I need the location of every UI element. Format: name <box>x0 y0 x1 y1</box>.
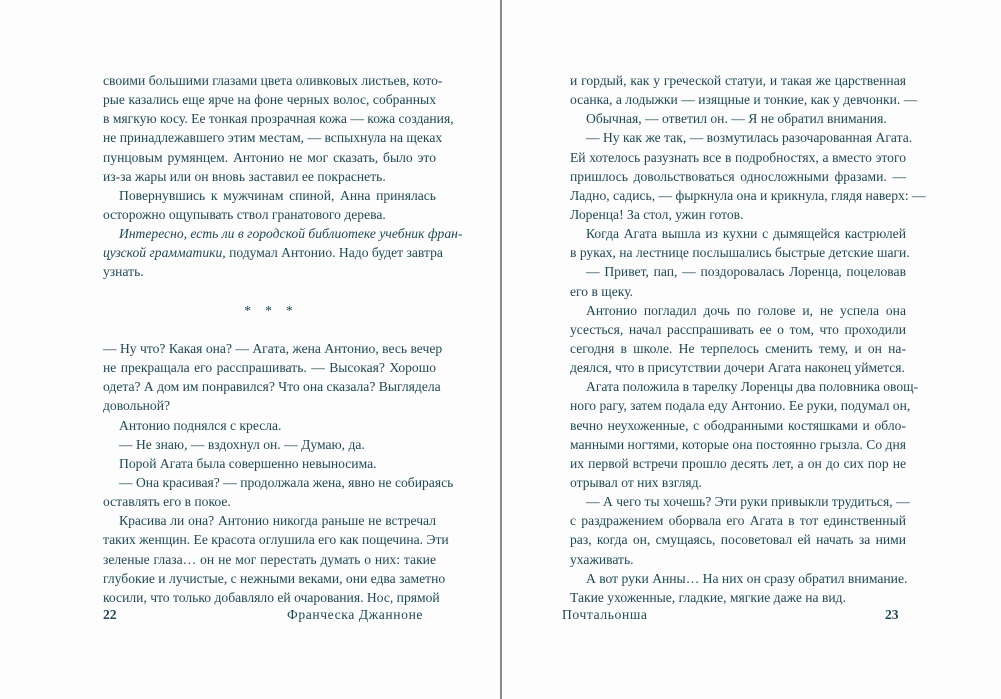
text-line: из-за жары или он вновь заставил ее покраснеть. <box>103 168 386 184</box>
text-line: не принадлежавшего этим местам, — вспыхнула на щеках <box>103 130 443 146</box>
text-line: с раздражением оборвала его Агата в тот единственный <box>570 513 906 529</box>
running-head-author: Франческа Джанноне <box>287 607 424 622</box>
text-line: довольной? <box>103 398 171 414</box>
text-line: Такие ухоженные, гладкие, мягкие даже на вид. <box>570 589 846 605</box>
text-line: узнать. <box>103 264 144 280</box>
spacer <box>103 320 436 339</box>
running-head-title: Почтальонша <box>562 607 648 622</box>
text-line: осанка, а лодыжки — изящные и тонкие, как у девчонки. — <box>570 92 918 108</box>
left-page <box>0 0 500 699</box>
text-line: оставлять его в покое. <box>103 494 231 510</box>
text-line: Порой Агата была совершенно невыносима. <box>119 455 377 471</box>
text-line: пунцовым румянцем. Антонио не мог сказать, было это <box>103 149 436 165</box>
text-line: его в щеку. <box>570 283 634 299</box>
text-line: манными ногтями, которые она постоянно грызла. Со дня <box>570 436 906 452</box>
text-line: Когда Агата вышла из кухни с дымящейся кастрюлей <box>586 226 906 242</box>
text-line: сегодня в школе. Не терпелось сменить тему, и он на- <box>570 340 906 356</box>
asterisk: * <box>244 302 254 318</box>
text-line: — Не знаю, — вздохнул он. — Думаю, да. <box>119 436 365 452</box>
text-line: — Она красивая? — продолжала жена, явно не собираясь <box>119 474 454 490</box>
text-line: Обычная, — ответил он. — Я не обратил внимания. <box>586 111 887 127</box>
text-line: не прекращала его расспрашивать. — Высокая? Хорошо <box>103 360 436 376</box>
text-line: одета? А дом им понравился? Что она сказала? Выглядела <box>103 379 441 395</box>
text-line: деялся, что в присутствии дочери Агата наконец уймется. <box>570 360 905 376</box>
text-line: пришлось довольствоваться односложными фразами. — <box>570 168 906 184</box>
text-line: отрывал от них взгляд. <box>570 474 702 490</box>
italic-phrase: цузской грамматики <box>103 245 223 261</box>
page-number: 22 <box>103 607 117 622</box>
text-line: в мягкую косу. Ее тонкая прозрачная кожа — кожа создания, <box>103 111 454 127</box>
text-line: и гордый, как у греческой статуи, и такая же царственная <box>570 73 906 88</box>
text-line: осторожно ощупывать ствол гранатового дерева. <box>103 206 386 222</box>
text-line: раз, когда он, смущаясь, посоветовал ей начать за ними <box>570 532 906 548</box>
page-number: 23 <box>885 607 899 622</box>
asterisk: * <box>285 302 295 318</box>
text-line: — Ну что? Какая она? — Агата, жена Антонио, весь вечер <box>103 340 443 356</box>
text-line: Красива ли она? Антонио никогда раньше не встречал <box>119 513 436 529</box>
page-number-left <box>103 607 117 623</box>
text-line: Лоренца! За стол, ужин готов. <box>570 206 744 222</box>
text-line: в руках, на лестнице послышались быстрые детские шаги. <box>570 245 910 261</box>
text-line: своими большими глазами цвета оливковых листьев, кото- <box>103 73 443 88</box>
text-line: — Ну как же так, — возмутилась разочарованная Агата. <box>586 130 913 146</box>
text-line: косили, что только добавляло ей очарования. Нос, прямой <box>103 589 440 605</box>
text-line: таких женщин. Ее красота оглушила его как пощечина. Эти <box>103 532 449 548</box>
text-line: Ей хотелось разузнать все в подробностях, а вместо этого <box>570 149 906 165</box>
text-line: ного рагу, затем подала еду Антонио. Ее руки, подумал он, <box>570 398 911 414</box>
right-page <box>502 0 1001 699</box>
text-line: Ладно, садись, — фыркнула она и крикнула, глядя наверх: — <box>570 187 926 203</box>
left-page-text <box>103 71 463 607</box>
text-fragment: , подумал Антонио. Надо будет завтра <box>222 245 443 261</box>
text-line: ухаживать. <box>570 551 634 567</box>
asterisk: * <box>265 302 274 318</box>
text-line: Повернувшись к мужчинам спиной, Анна принялась <box>119 187 436 203</box>
text-line-italic: Интересно, есть ли в городской библиотеке учебник фран- <box>119 226 463 242</box>
text-line: вечно неухоженные, с ободранными костяшками и обло- <box>570 417 906 433</box>
right-page-text <box>570 71 926 607</box>
section-break <box>103 301 436 320</box>
text-line: зеленые глаза… он не мог перестать думать о них: такие <box>103 551 436 567</box>
text-line: глубокие и лучистые, с нежными веками, они едва заметно <box>103 570 446 586</box>
text-line: А вот руки Анны… На них он сразу обратил внимание. <box>586 570 908 586</box>
text-line: Агата положила в тарелку Лоренцы два половника овощ- <box>586 379 919 395</box>
text-line: Антонио поднялся с кресла. <box>119 417 282 433</box>
text-line: — А чего ты хочешь? Эти руки привыкли трудиться, — <box>586 494 910 510</box>
text-line: — Привет, пап, — поздоровалась Лоренца, поцеловав <box>586 264 906 280</box>
text-line: Антонио погладил дочь по голове и, не успела она <box>586 302 906 318</box>
text-line: усесться, начал расспрашивать ее о том, что проходили <box>570 321 906 337</box>
text-line: рые казались еще ярче на фоне черных волос, собранных <box>103 92 436 108</box>
spacer <box>103 282 436 301</box>
text-line <box>103 243 443 262</box>
text-line: их первой встречи прошло десять лет, а он до сих пор не <box>570 455 906 471</box>
page-number-right <box>885 607 899 623</box>
